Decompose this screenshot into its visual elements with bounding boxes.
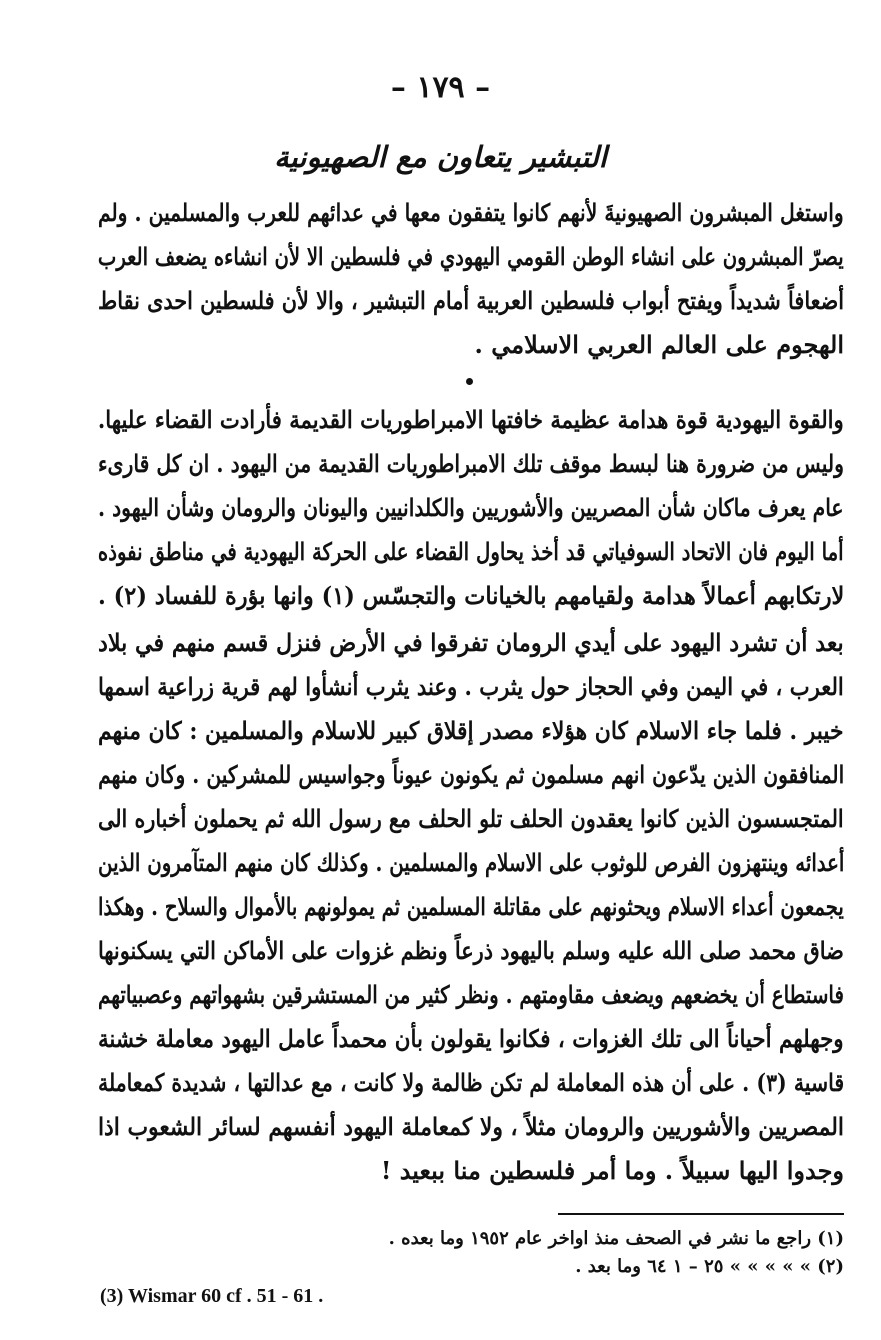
text-line: عام يعرف ماكان شأن المصريين والأشوريين والكلدانيين واليونان والرومان وشأن اليهود . xyxy=(98,493,844,522)
text-line: واستغل المبشرون الصهيونيةَ لأنهم كانوا يتفقون معها في عدائهم للعرب والمسلمين . ولم xyxy=(98,198,844,227)
text-line: وجهلهم أحياناً الى تلك الغزوات ، فكانوا يقولون بأن محمداً عامل اليهود معاملة خشنة xyxy=(98,1024,844,1053)
text-line: المنافقون الذين يدّعون انهم مسلمون ثم يكونون عيوناً وجواسيس للمشركين . وكان منهم xyxy=(97,760,844,789)
text-line: أما اليوم فان الاتحاد السوفياتي قد أخذ يحاول القضاء على الحركة اليهودية في مناطق نفوذه xyxy=(98,537,844,566)
text-line: والقوة اليهودية قوة هدامة عظيمة خافتها الامبراطوريات القديمة فأرادت القضاء عليها. xyxy=(98,405,844,434)
text-line: يجمعون أعداء الاسلام ويحثونهم على مقاتلة المسلمين ثم يمولونهم بالأموال والسلاح . وهكذا xyxy=(98,892,844,921)
text-line: خيبر . فلما جاء الاسلام كان هؤلاء مصدر إقلاق كبير للاسلام والمسلمين : كان منهم xyxy=(98,716,844,745)
text-line: لارتكابهم أعمالاً هدامة ولقيامهم بالخيانات والتجسّس (١) وانها بؤرة للفساد (٢) . xyxy=(97,581,844,610)
text-line: الهجوم على العالم العربي الاسلامي . xyxy=(474,330,844,359)
footnote-divider xyxy=(558,1213,844,1215)
footnote-2: (٢) » » » » » ٢٥ – ١ ٦٤ وما بعد . xyxy=(575,1256,844,1277)
text-line: بعد أن تشرد اليهود على أيدي الرومان تفرقوا في الأرض فنزل قسم منهم في بلاد xyxy=(98,628,844,657)
text-line: أعدائه وينتهزون الفرص للوثوب على الاسلام والمسلمين . وكذلك كان منهم المتآمرون الذين xyxy=(97,848,844,877)
text-line: وجدوا اليها سبيلاً . وما أمر فلسطين منا ببعيد ! xyxy=(380,1156,844,1185)
section-separator-dot xyxy=(466,378,473,385)
text-line: وليس من ضرورة هنا لبسط موقف تلك الامبراطوريات القديمة من اليهود . ان كل قارىء xyxy=(97,449,844,478)
page-number: – ١٧٩ – xyxy=(390,70,491,105)
footnote-3-reference: (3) Wismar 60 cf . 51 - 61 . xyxy=(100,1285,324,1307)
section-title: التبشير يتعاون مع الصهيونية xyxy=(274,140,607,174)
text-line: قاسية (٣) . على أن هذه المعاملة لم تكن ظالمة ولا كانت ، مع عدالتها ، شديدة كمعاملة xyxy=(97,1068,844,1097)
text-line: ضاق محمد صلى الله عليه وسلم باليهود ذرعاً ونظم غزوات على الأماكن التي يسكنونها xyxy=(98,936,844,965)
text-line: يصرّ المبشرون على انشاء الوطن القومي اليهودي في فلسطين الا لأن انشاءه يضعف العرب xyxy=(98,242,844,271)
text-line: فاستطاع أن يخضعهم ويضعف مقاومتهم . ونظر كثير من المستشرقين بشهواتهم وعصبياتهم xyxy=(98,980,844,1009)
text-line: أضعافاً شديداً ويفتح أبواب فلسطين العربية أمام التبشير ، والا لأن فلسطين احدى نقاط xyxy=(97,286,844,315)
footnote-1: (١) راجع ما نشر في الصحف منذ اواخر عام ١٩٥٢ وما بعده . xyxy=(388,1228,844,1249)
text-line: المتجسسون الذين كانوا يعقدون الحلف تلو الحلف مع رسول الله ثم يحملون أخباره الى xyxy=(98,804,844,833)
text-line: المصريين والأشوريين والرومان مثلاً ، ولا كمعاملة اليهود أنفسهم لسائر الشعوب اذا xyxy=(97,1112,844,1141)
text-line: العرب ، في اليمن وفي الحجاز حول يثرب . وعند يثرب أنشأوا لهم قرية زراعية اسمها xyxy=(98,672,844,701)
